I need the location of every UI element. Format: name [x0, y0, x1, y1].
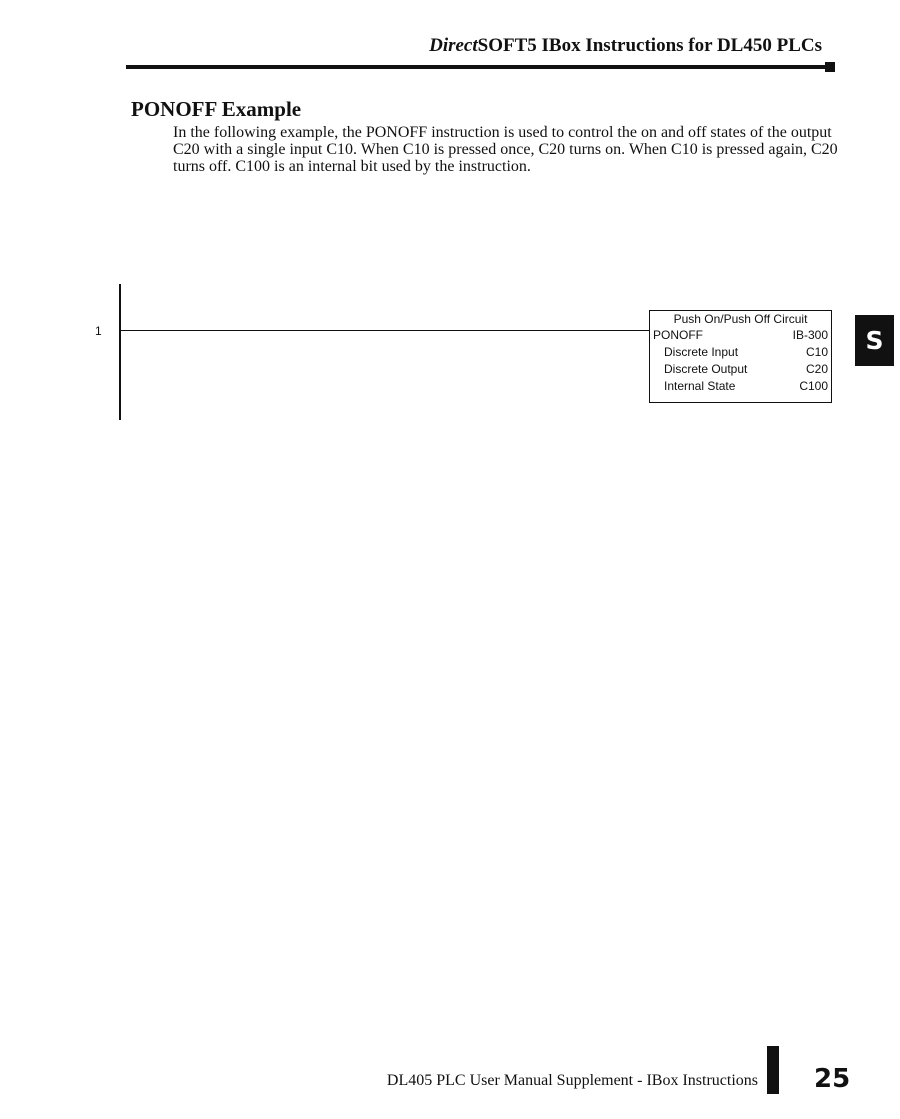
header-rule: [126, 65, 834, 69]
ibox-instruction-code: IB-300: [792, 328, 828, 342]
ladder-rung-line: [121, 330, 650, 331]
ibox-param-row: [650, 361, 831, 378]
ibox-param-value: C10: [805, 345, 828, 359]
ibox-param-label: Discrete Output: [664, 362, 748, 376]
chapter-tab: [855, 315, 894, 366]
ibox-param-row: [650, 344, 831, 361]
ibox-instruction-block: [649, 310, 832, 403]
footer-bar: [767, 1046, 779, 1094]
chapter-tab-label: S: [865, 326, 884, 355]
section-body-text: In the following example, the PONOFF instruction is used to control the on and off states of the output C20 with a single input C10. When C10 is pressed once, C20 turns on. When C10 is pressed again, C20 turns off. C100 is an internal bit used by the instruction.: [173, 124, 838, 175]
header-brand: Direct: [429, 35, 478, 56]
page-number: 25: [814, 1064, 851, 1094]
ibox-param-label: Discrete Input: [664, 345, 739, 359]
ibox-param-row: [650, 378, 831, 395]
header-rule-end-mark: [825, 62, 835, 72]
header-title-text: SOFT5 IBox Instructions for DL450 PLCs: [477, 35, 822, 56]
ladder-left-power-rail: [119, 284, 121, 420]
ibox-param-value: C20: [805, 362, 828, 376]
ibox-instruction-row: [650, 327, 831, 344]
ibox-title: Push On/Push Off Circuit: [673, 312, 808, 326]
header-title: [429, 35, 822, 57]
rung-number: 1: [95, 324, 102, 338]
footer-text: DL405 PLC User Manual Supplement - IBox Instructions: [386, 1072, 758, 1089]
ibox-instruction-name: PONOFF: [653, 328, 703, 342]
section-heading: PONOFF Example: [131, 97, 302, 121]
ibox-param-value: C100: [799, 379, 828, 393]
ibox-param-label: Internal State: [664, 379, 736, 393]
